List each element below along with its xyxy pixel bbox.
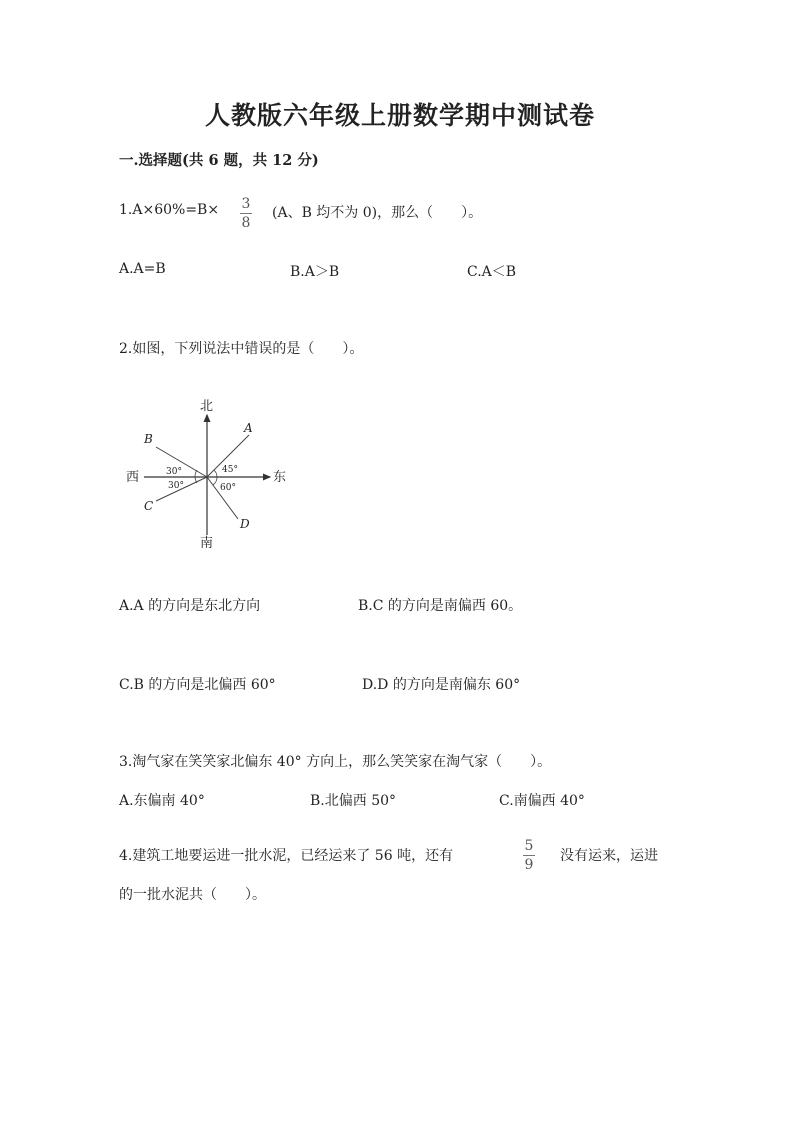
q3-stem: 3.淘气家在笑笑家北偏东 40° 方向上，那么笑笑家在淘气家（ ）。 — [119, 754, 552, 770]
q2-stem: 2.如图，下列说法中错误的是（ ）。 — [119, 341, 364, 357]
compass-figure — [118, 395, 298, 555]
q2-option-d: D.D 的方向是南偏东 60° — [362, 677, 521, 693]
arc-bw — [195, 470, 197, 477]
q4-fraction-denominator: 9 — [524, 857, 534, 873]
section-heading: 一.选择题(共 6 题，共 12 分) — [119, 152, 319, 169]
q1-fraction-numerator: 3 — [241, 196, 251, 212]
label-south: 南 — [200, 536, 214, 551]
q3-option-a: A.东偏南 40° — [119, 793, 205, 809]
label-west: 西 — [126, 470, 140, 485]
label-point-c: C — [144, 499, 154, 513]
label-angle-bw: 30° — [166, 467, 182, 477]
q4-stem-part-b: 没有运来，运进 — [560, 848, 658, 864]
label-angle-cw: 30° — [168, 481, 184, 491]
page-title: 人教版六年级上册数学期中测试卷 — [204, 101, 595, 130]
q4-stem-part-a: 4.建筑工地要运进一批水泥，已经运来了 56 吨，还有 — [119, 848, 454, 864]
q1-stem-part-b: (A、B 均不为 0)，那么（ ）。 — [272, 205, 483, 221]
q2-option-c: C.B 的方向是北偏西 60° — [119, 677, 276, 693]
fraction-bar — [240, 213, 252, 214]
arc-de — [213, 477, 217, 485]
q3-option-b: B.北偏西 50° — [310, 793, 397, 809]
fraction-bar — [523, 855, 535, 856]
label-point-a: A — [244, 421, 253, 435]
q4-fraction — [523, 838, 535, 873]
q1-option-b: B.A＞B — [290, 264, 340, 280]
q1-fraction — [240, 196, 252, 231]
q1-option-a: A.A=B — [119, 261, 166, 277]
q1-stem-part-a: 1.A×60%=B× — [119, 202, 220, 218]
q4-fraction-numerator: 5 — [524, 838, 534, 854]
label-east: 东 — [273, 470, 287, 485]
compass-diagram — [118, 395, 298, 555]
label-angle-ae: 45° — [222, 465, 238, 475]
arc-ae — [214, 470, 217, 477]
q2-option-a: A.A 的方向是东北方向 — [119, 598, 261, 614]
q2-option-b: B.C 的方向是南偏西 60。 — [358, 598, 523, 614]
q1-option-c: C.A＜B — [467, 264, 517, 280]
label-north: 北 — [200, 399, 214, 414]
label-angle-de: 60° — [220, 483, 236, 493]
q1-fraction-denominator: 8 — [241, 215, 251, 231]
label-point-b: B — [144, 432, 153, 446]
q4-stem-part-c: 的一批水泥共（ ）。 — [119, 887, 266, 903]
label-point-d: D — [240, 517, 250, 531]
q3-option-c: C.南偏西 40° — [499, 793, 585, 809]
